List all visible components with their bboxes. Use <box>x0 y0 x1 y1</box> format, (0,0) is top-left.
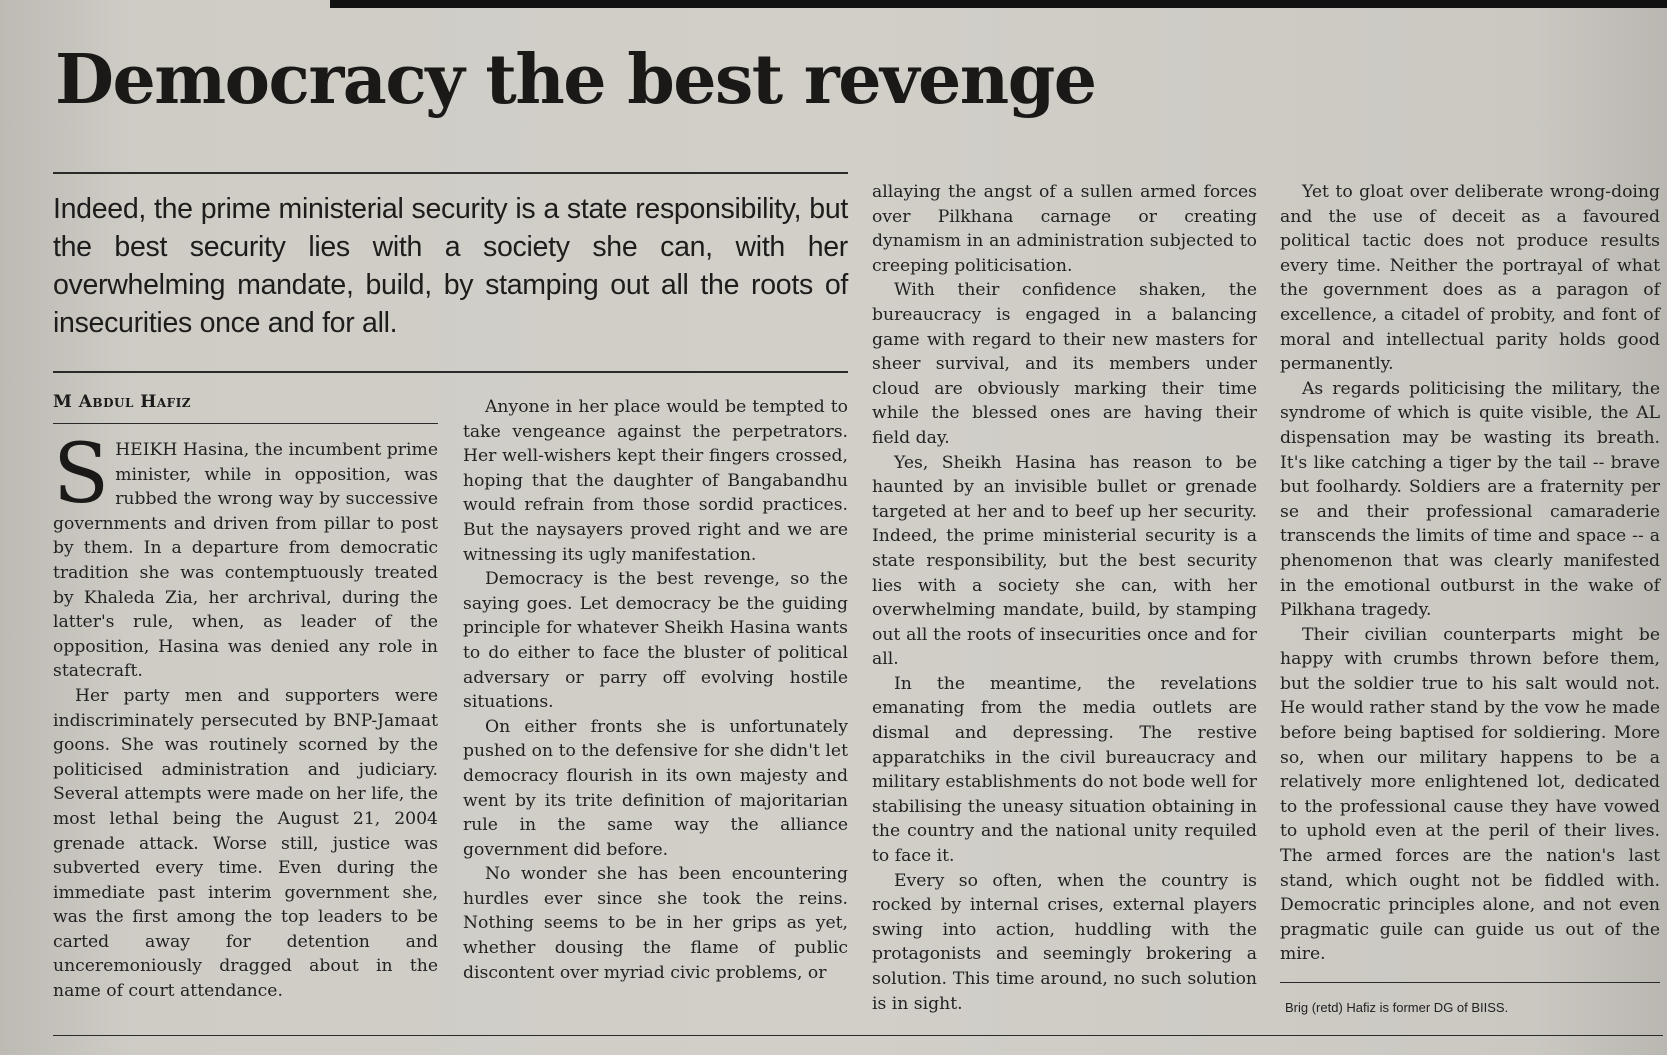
paragraph: Anyone in her place would be tempted to take vengeance against the perpetrators. Her well-wishers kept their fingers crossed, hoping that the daughter of Bangabandhu would refrain from those sordid practices. But the naysayers proved right and we are witnessing its ugly manifestation. <box>463 397 848 565</box>
paragraph: Their civilian counterparts might be happy with crumbs thrown before them, but the soldier true to his salt would not. He would rather stand by the vow he made before being baptised for soldiering. More so, when our military happens to be a relatively more enlightened lot, dedicated to the professional cause they have vowed to uphold even at the peril of their lives. The armed forces are the nation's last stand, which ought not be fiddled with. Democratic principles alone, and not even pragmatic guile can guide us out of the mire. <box>1280 624 1660 965</box>
credit-rule <box>1280 982 1660 983</box>
paragraph: allaying the angst of a sullen armed forces over Pilkhana carnage or creating dynamism in an administration subjected to creeping politicisation. <box>872 182 1257 276</box>
column-3 <box>872 180 1257 1016</box>
byline-rule <box>53 423 438 424</box>
paragraph: As regards politicising the military, the syndrome of which is quite visible, the AL dispensation may be wasting its breath. It's like catching a tiger by the tail -- brave but foolhardy. Soldiers are a fraternity per se and their professional camaraderie transcends the limits of time and space -- a phenomenon that was clearly manifested in the emotional outburst in the wake of Pilkhana tragedy. <box>1280 378 1660 621</box>
drop-cap: S <box>53 427 110 522</box>
paragraph: No wonder she has been encountering hurdles ever since she took the reins. Nothing seems to be in her grips as yet, whether dousing the flame of public discontent over myriad civic problems, or <box>463 864 848 983</box>
column-4 <box>1280 180 1660 967</box>
paragraph: On either fronts she is unfortunately pushed on to the defensive for she didn't let democracy flourish in its own majesty and went by its trite definition of majoritarian rule in the same way the alliance government did before. <box>463 716 848 860</box>
column-1 <box>53 427 438 1004</box>
byline: M Abdul Hafiz <box>53 392 192 412</box>
paragraph: Yet to gloat over deliberate wrong-doing and the use of deceit as a favoured political tactic does not produce results every time. Neither the portrayal of what the government does as a paragon of excellence, a citadel of probity, and font of moral and intellectual parity holds good permanently. <box>1280 182 1660 375</box>
top-rule <box>330 0 1667 8</box>
paragraph: With their confidence shaken, the bureaucracy is engaged in a balancing game with regard to their new masters for sheer survival, and its members under cloud are obviously marking their time while the blessed ones are having their field day. <box>872 280 1257 448</box>
paragraph: In the meantime, the revelations emanating from the media outlets are dismal and depressing. The restive apparatchiks in the civil bureaucracy and military establishments do not bode well for stabilising the uneasy situation obtaining in the country and the national unity requiled to face it. <box>872 673 1257 867</box>
paragraph: Every so often, when the country is rocked by internal crises, external players swing into action, huddling with the protagonists and seemingly brokering a solution. This time around, no such solution is in sight. <box>872 870 1257 1014</box>
bottom-rule <box>53 1035 1663 1036</box>
column-2 <box>463 395 848 985</box>
author-credit: Brig (retd) Hafiz is former DG of BIISS. <box>1285 1000 1509 1015</box>
pull-quote: Indeed, the prime ministerial security is a state responsibility, but the best security lies with a society she can, with her overwhelming mandate, build, by stamping out all the roots of insecurities once and for all. <box>53 193 848 339</box>
blurb-top-rule <box>53 172 848 174</box>
paragraph: Yes, Sheikh Hasina has reason to be haunted by an invisible bullet or grenade targeted at her and to beef up her security. Indeed, the prime ministerial security is a state responsibility, but the best security lies with a society she can, with her overwhelming mandate, build, by stamping out all the roots of insecurities once and for all. <box>872 452 1257 670</box>
paragraph: SHEIKH Hasina, the incumbent prime minister, while in opposition, was rubbed the wrong way by successive governments and driven from pillar to post by them. In a departure from democratic tradition she was contemptuously treated by Khaleda Zia, her archrival, during the latter's rule, when, as leader of the opposition, Hasina was denied any role in statecraft. <box>53 427 438 682</box>
paragraph: Democracy is the best revenge, so the saying goes. Let democracy be the guiding principle for whatever Sheikh Hasina wants to do either to face the bluster of political adversary or parry off evolving hostile situations. <box>463 569 848 713</box>
paragraph: Her party men and supporters were indiscriminately persecuted by BNP-Jamaat goons. She was routinely scorned by the politicised administration and judiciary. Several attempts were made on her life, the most lethal being the August 21, 2004 grenade attack. Worse still, justice was subverted every time. Even during the immediate past interim government she, was the first among the top leaders to be carted away for detention and unceremoniously dragged about in the name of court attendance. <box>53 685 438 1002</box>
blurb-bottom-rule <box>53 371 848 373</box>
headline: Democracy the best revenge <box>55 40 1096 120</box>
